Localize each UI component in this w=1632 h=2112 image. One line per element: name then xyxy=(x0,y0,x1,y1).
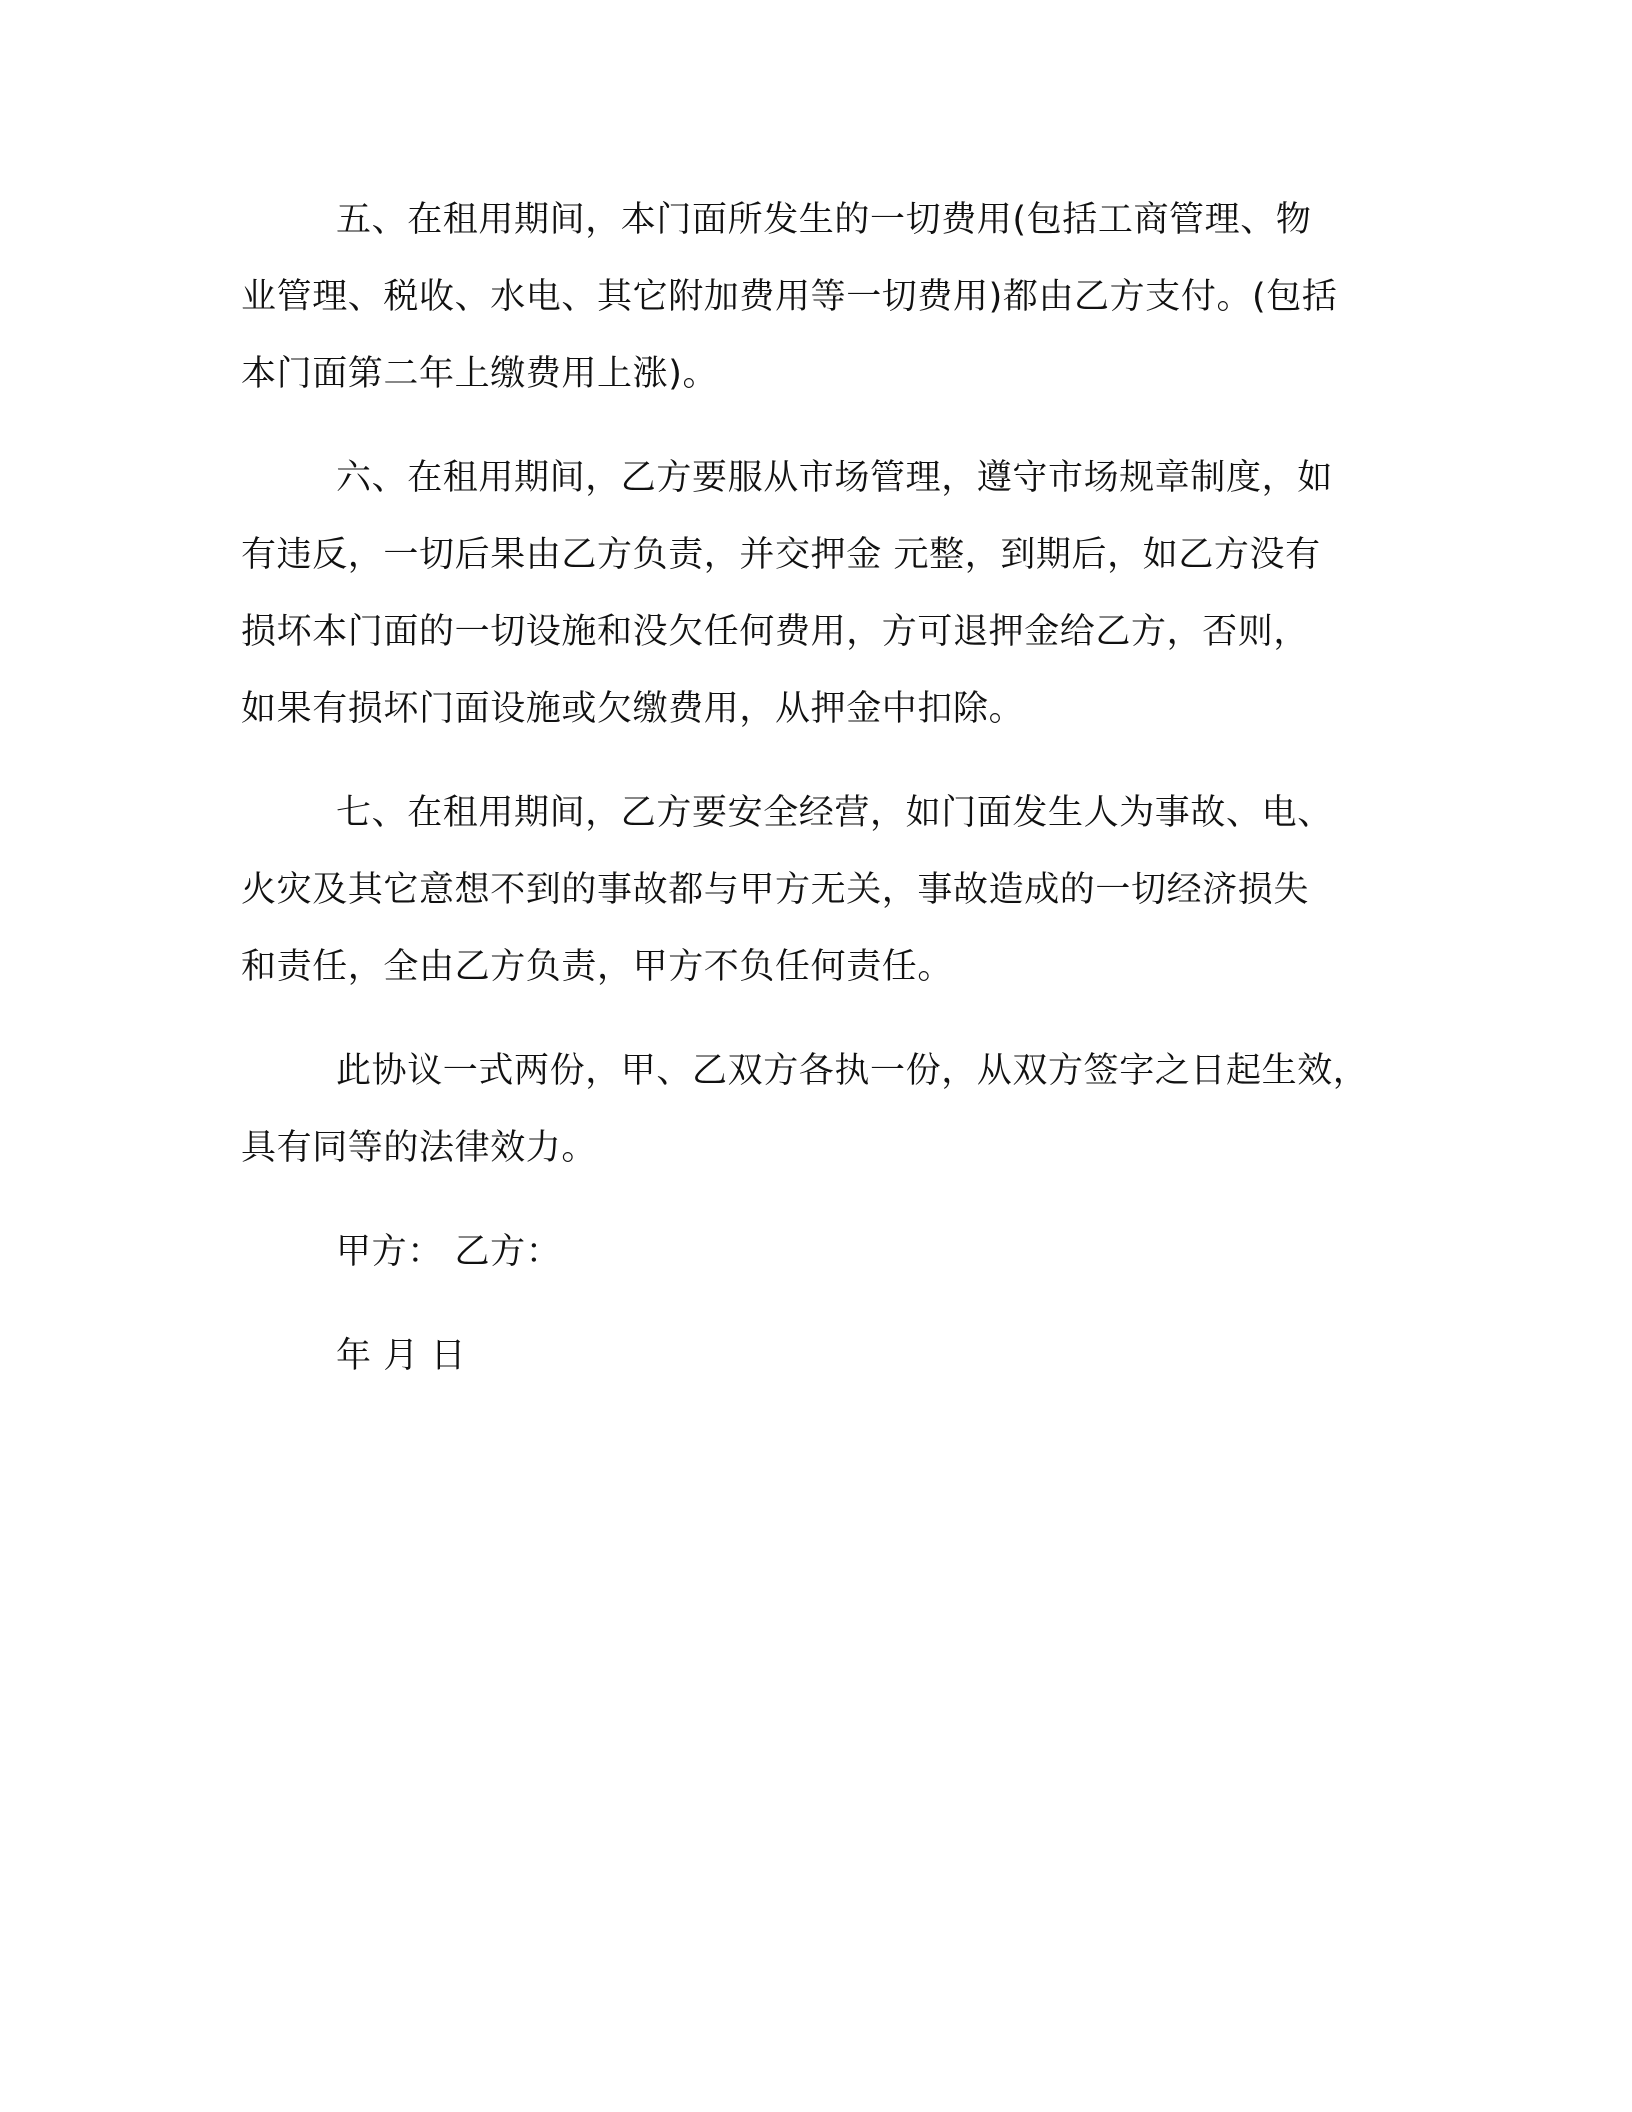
paragraph-line: 此协议一式两份，甲、乙双方各执一份，从双方签字之日起生效， xyxy=(336,1051,1369,1091)
paragraph-line: 本门面第二年上缴费用上涨)。 xyxy=(241,354,719,394)
paragraph-line: 五、在租用期间，本门面所发生的一切费用(包括工商管理、物 xyxy=(336,200,1312,240)
signature-parties: 甲方： 乙方： xyxy=(336,1232,562,1272)
paragraph-line: 六、在租用期间，乙方要服从市场管理，遵守市场规章制度，如 xyxy=(336,458,1333,498)
paragraph-line: 损坏本门面的一切设施和没欠任何费用，方可退押金给乙方，否则， xyxy=(241,612,1310,652)
paragraph-line: 具有同等的法律效力。 xyxy=(241,1128,598,1168)
paragraph-line: 有违反，一切后果由乙方负责，并交押金 元整，到期后，如乙方没有 xyxy=(241,535,1321,575)
paragraph-line: 七、在租用期间，乙方要安全经营，如门面发生人为事故、电、 xyxy=(336,793,1333,833)
paragraph-line: 业管理、税收、水电、其它附加费用等一切费用)都由乙方支付。(包括 xyxy=(241,277,1338,317)
paragraph-line: 如果有损坏门面设施或欠缴费用，从押金中扣除。 xyxy=(241,689,1025,729)
paragraph-line: 和责任，全由乙方负责，甲方不负任何责任。 xyxy=(241,947,954,987)
signature-date: 年 月 日 xyxy=(336,1336,467,1376)
paragraph-line: 火灾及其它意想不到的事故都与甲方无关，事故造成的一切经济损失 xyxy=(241,870,1310,910)
